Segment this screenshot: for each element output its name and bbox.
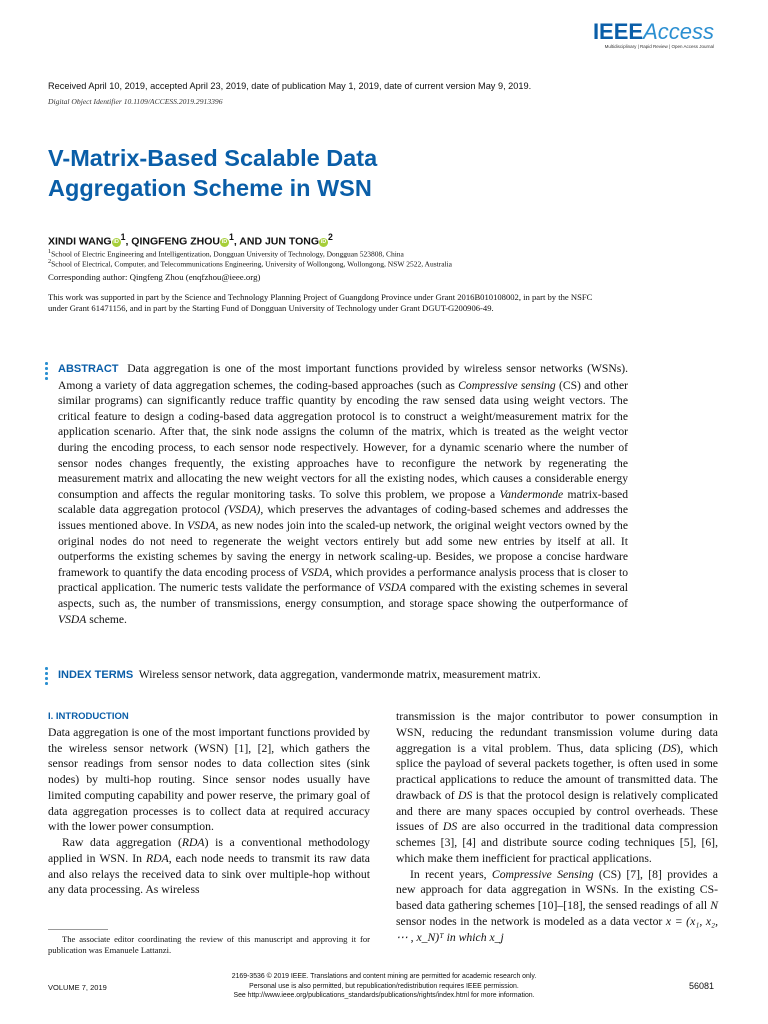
- para-text: In recent years,: [410, 867, 492, 881]
- copyright-line: Personal use is also permitted, but republication/redistribution requires IEEE permission.: [249, 982, 519, 990]
- doi: Digital Object Identifier 10.1109/ACCESS.2019.2913396: [48, 97, 223, 106]
- author-2[interactable]: , QINGFENG ZHOU: [125, 235, 220, 248]
- para-text: DS: [662, 741, 677, 755]
- orcid-icon[interactable]: iD: [320, 238, 327, 245]
- copyright-line[interactable]: See http://www.ieee.org/publications_standards/publications/rights/index.html for more information.: [233, 992, 535, 1000]
- volume-label: VOLUME 7, 2019: [48, 983, 107, 992]
- footnote-text: The associate editor coordinating the review of this manuscript and approving it for publication was Emanuele Lattanzi.: [48, 934, 370, 955]
- corresponding-author: Corresponding author: Qingfeng Zhou (enqfzhou@ieee.org): [48, 272, 261, 282]
- abstract-text: scheme.: [86, 612, 127, 626]
- received-dates: Received April 10, 2019, accepted April 23, 2019, date of publication May 1, 2019, date of current version May 9, 2019.: [48, 81, 532, 91]
- abstract-text: Vandermonde: [499, 487, 564, 501]
- index-terms-label: INDEX TERMS: [58, 669, 134, 681]
- para-text: N: [710, 899, 718, 912]
- abstract-text: , which preserves the advantages of coding-based schemes and addresses the issues mentioned above. In: [58, 503, 628, 532]
- author-3-affil: 2: [328, 232, 333, 242]
- para-text: RDA: [181, 836, 205, 849]
- index-terms-text: Wireless sensor network, data aggregation, vandermonde matrix, measurement matrix.: [138, 668, 541, 681]
- abstract-text: matrix-based scalable data aggregation protocol: [58, 487, 628, 517]
- para-text: ), which splice the payload of several packets together, is often used in some practical applications to reduce the amount of transmitted data. The drawback of: [396, 741, 718, 802]
- author-1[interactable]: XINDI WANG: [48, 235, 112, 248]
- para-text: DS: [442, 820, 458, 834]
- para-text: Compressive Sensing: [491, 867, 594, 881]
- para-text: x = (x₁, x₂, ⋯ , x_N)ᵀ in which x_j: [396, 914, 719, 944]
- abstract: [58, 361, 628, 627]
- abstract-text: VSDA: [377, 581, 407, 595]
- abstract-text: (VSDA): [224, 503, 261, 517]
- aff-text: School of Electrical, Computer, and Telecommunications Engineering, University of Wollongong, Wollongong, NSW 2522, Australia: [51, 259, 453, 269]
- affiliation-2: [48, 257, 688, 270]
- orcid-icon[interactable]: iD: [113, 238, 119, 245]
- para-text: (CS) [7], [8] provides a new approach for data aggregation in WSNs. In the existing CS-based data gathering schemes [10]–[18], the sensed readings of all: [396, 867, 718, 912]
- aff-num: 1: [48, 248, 52, 255]
- abstract-text: , as new nodes join into the scaled-up network, the original weight vectors owned by the original nodes do not need to regenerate the weight vectors entirely but add some new entries by itself at all. It outperforms the existing schemes by saving the energy in network scaling-up. Besides, we propose a concise hardware framework to quantify the data encoding process of: [58, 518, 628, 579]
- abstract-text: VSDA: [300, 565, 330, 579]
- paragraph: [396, 709, 718, 867]
- logo-ieee: IEEE: [592, 19, 644, 44]
- logo-access: Access: [643, 19, 714, 44]
- para-text: DS: [458, 788, 473, 802]
- footnote: [48, 934, 370, 956]
- paragraph: [48, 835, 370, 898]
- copyright-line: 2169-3536 © 2019 IEEE. Translations and content mining are permitted for academic research only.: [231, 973, 537, 980]
- abstract-text: VSDA: [187, 518, 216, 532]
- author-2-affil: 1: [228, 232, 234, 242]
- aff-num: 2: [48, 258, 52, 265]
- para-text: transmission is the major contributor to power consumption in WSN, reducing the redundant transmission volume during data aggregation is a vital problem. Thus, data splicing (: [396, 710, 718, 755]
- para-text: is that the protocol design is relatively complicated and there are many spaces occupied by control overheads. These issues of: [396, 788, 718, 834]
- abstract-dots-icon: [44, 362, 50, 382]
- index-terms: [58, 667, 658, 683]
- journal-logo: [593, 20, 714, 50]
- abstract-text: Compressive sensing: [458, 378, 556, 392]
- abstract-text: , which provides a performance analysis process that is closer to practical application. The numeric tests validate the performance of: [58, 565, 628, 595]
- abstract-text: VSDA: [58, 612, 87, 626]
- paper-title: [48, 143, 568, 203]
- footnote-rule: [48, 929, 108, 930]
- title-line-2: Aggregation Scheme in WSN: [48, 175, 372, 201]
- paragraph: Data aggregation is one of the most important functions provided by the wireless sensor network (WSN) [1], [2], which gathers the sensor readings from sensor nodes to data collection sites (sink nodes) by multi-hop routing. Since sensor nodes usually have limited computing capability and power reserve, the primary goal of data aggregation processes is to collect data at required accuracy with the lower power consumption.: [48, 725, 370, 834]
- abstract-text: (CS) and other similar programs) can significantly reduce traffic quantity by encoding the raw sensed data using weight vectors. The critical feature to design a coding-based data aggregation protocol is to construct a weight/measurement matrix for the application scenario. After that, the sink node assigns the column of the matrix, which is treated as the weight vector during the encoding process, to each sensor node respectively. However, for a dynamic scenario where the number of sensor nodes changes frequently, the existing approaches have to reconfigure the network by regenerating the measurement matrix and allocating the new weight vectors for all the existing nodes, which causes a considerable energy consumption and affects the regular monitoring tasks. To solve this problem, we propose a: [58, 378, 628, 501]
- column-left: [48, 709, 370, 898]
- orcid-icon[interactable]: iD: [221, 238, 228, 245]
- funding-note: This work was supported in part by the Science and Technology Planning Project of Guangdong Province under Grant 2016B010108002, in part by the NSFC under Grant 61471156, and in part by the Starting Fund of Dongguan University of Technology under Grant DGUT-G200906-49.: [48, 292, 593, 313]
- copyright: [192, 972, 576, 1001]
- logo-tagline: Multidisciplinary | Rapid Review | Open Access Journal: [604, 44, 714, 49]
- author-list: [48, 230, 333, 249]
- para-text: sensor nodes in the network is modeled as a data vector: [396, 914, 666, 928]
- abstract-text: Data aggregation is one of the most important functions provided by wireless sensor networks (WSNs). Among a variety of data aggregation schemes, the coding-based approaches (such as: [58, 362, 628, 392]
- index-dots-icon: [44, 667, 50, 687]
- abstract-text: compared with the existing schemes in several aspects, such as, the number of transmissions, energy consumption, and storage space showing the outperformance of: [58, 581, 628, 610]
- para-text: ) is a conventional methodology applied in WSN. In: [48, 836, 371, 865]
- author-3[interactable]: , AND JUN TONG: [233, 235, 320, 248]
- para-text: , each node needs to transmit its raw data and also relays the received data to sink over multiple-hop without any data processing. As wireless: [48, 851, 370, 897]
- para-text: RDA: [146, 851, 169, 865]
- paragraph: [396, 867, 718, 946]
- abstract-label: ABSTRACT: [58, 363, 119, 375]
- section-heading: I. INTRODUCTION: [48, 711, 129, 722]
- title-line-1: V-Matrix-Based Scalable Data: [48, 145, 378, 171]
- aff-text: School of Electric Engineering and Intelligentization, Dongguan University of Technology, Dongguan 523808, China: [51, 249, 404, 259]
- para-text: are also occurred in the traditional data compression schemes [3], [4] and distribute source coding techniques [5], [6], which make them inefficient for practical applications.: [396, 820, 718, 865]
- page-number: 56081: [688, 981, 714, 991]
- author-1-affil: 1: [120, 232, 126, 242]
- para-text: Raw data aggregation (: [62, 836, 182, 849]
- column-right: [396, 709, 718, 945]
